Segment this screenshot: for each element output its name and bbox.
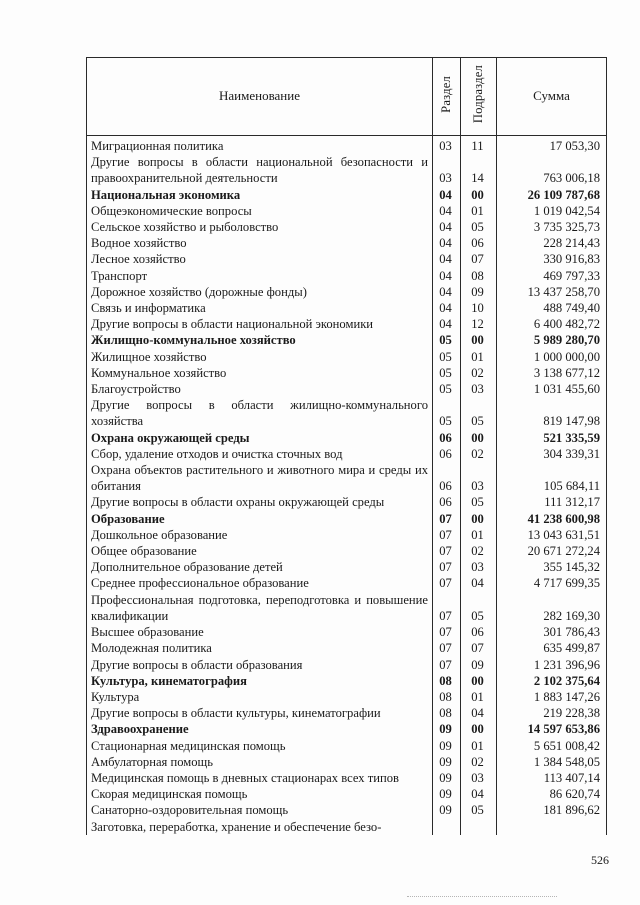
row-section-code: 04 — [433, 284, 461, 300]
row-name: Лесное хозяйство — [87, 251, 433, 267]
row-section-code: 07 — [433, 624, 461, 640]
row-sum: 1 000 000,00 — [497, 349, 607, 365]
row-section-code: 03 — [433, 136, 461, 155]
row-section-code: 05 — [433, 365, 461, 381]
row-subsection-code: 12 — [461, 316, 497, 332]
row-subsection-code: 05 — [461, 219, 497, 235]
row-section-code: 04 — [433, 187, 461, 203]
row-section-code: 03 — [433, 154, 461, 186]
table-row — [87, 543, 607, 559]
table-row — [87, 819, 607, 835]
table-row — [87, 592, 607, 624]
row-sum: 3 735 325,73 — [497, 219, 607, 235]
row-name: Дополнительное образование детей — [87, 559, 433, 575]
row-subsection-code: 01 — [461, 349, 497, 365]
table-row — [87, 430, 607, 446]
row-sum: 1 384 548,05 — [497, 754, 607, 770]
row-section-code: 07 — [433, 543, 461, 559]
row-sum — [497, 819, 607, 835]
table-row — [87, 187, 607, 203]
row-subsection-code: 02 — [461, 365, 497, 381]
row-subsection-code: 14 — [461, 154, 497, 186]
row-section-code: 05 — [433, 397, 461, 429]
row-subsection-code: 01 — [461, 738, 497, 754]
row-subsection-code: 09 — [461, 284, 497, 300]
row-name: Культура, кинематография — [87, 673, 433, 689]
row-name: Культура — [87, 689, 433, 705]
row-section-code: 04 — [433, 251, 461, 267]
row-sum: 1 883 147,26 — [497, 689, 607, 705]
row-subsection-code: 02 — [461, 754, 497, 770]
page-number: 526 — [591, 853, 609, 867]
table-row — [87, 136, 607, 155]
row-subsection-code: 03 — [461, 559, 497, 575]
row-subsection-code: 06 — [461, 235, 497, 251]
row-section-code: 08 — [433, 689, 461, 705]
table-row — [87, 332, 607, 348]
table-row — [87, 154, 607, 186]
row-name: Другие вопросы в области жилищно-коммунального хозяйства — [87, 397, 433, 429]
row-subsection-code: 03 — [461, 462, 497, 494]
row-section-code: 07 — [433, 592, 461, 624]
row-name: Скорая медицинская помощь — [87, 786, 433, 802]
row-name: Медицинская помощь в дневных стационарах всех типов — [87, 770, 433, 786]
row-section-code: 04 — [433, 316, 461, 332]
table-row — [87, 689, 607, 705]
row-name: Здравоохранение — [87, 721, 433, 737]
row-sum: 1 031 455,60 — [497, 381, 607, 397]
row-subsection-code: 02 — [461, 446, 497, 462]
table-row — [87, 786, 607, 802]
table-row — [87, 721, 607, 737]
row-sum: 2 102 375,64 — [497, 673, 607, 689]
table-row — [87, 365, 607, 381]
row-sum: 5 651 008,42 — [497, 738, 607, 754]
row-subsection-code: 00 — [461, 187, 497, 203]
row-name: Другие вопросы в области национальной безопасности и правоохранительной деятельности — [87, 154, 433, 186]
row-section-code: 06 — [433, 462, 461, 494]
table-row — [87, 738, 607, 754]
row-name: Коммунальное хозяйство — [87, 365, 433, 381]
row-subsection-code: 01 — [461, 203, 497, 219]
row-section-code: 09 — [433, 770, 461, 786]
table-row — [87, 349, 607, 365]
row-subsection-code: 11 — [461, 136, 497, 155]
row-section-code: 04 — [433, 219, 461, 235]
row-section-code: 05 — [433, 332, 461, 348]
row-section-code: 04 — [433, 203, 461, 219]
table-row — [87, 300, 607, 316]
table-row — [87, 802, 607, 818]
row-name: Среднее профессиональное образование — [87, 575, 433, 591]
row-name: Сельское хозяйство и рыболовство — [87, 219, 433, 235]
row-subsection-code: 04 — [461, 705, 497, 721]
row-name: Дошкольное образование — [87, 527, 433, 543]
row-name: Водное хозяйство — [87, 235, 433, 251]
table-body — [87, 136, 607, 835]
row-name: Другие вопросы в области культуры, кинематографии — [87, 705, 433, 721]
row-subsection-code: 05 — [461, 494, 497, 510]
row-name: Дорожное хозяйство (дорожные фонды) — [87, 284, 433, 300]
table-row — [87, 284, 607, 300]
row-sum: 13 043 631,51 — [497, 527, 607, 543]
row-sum: 1 231 396,96 — [497, 657, 607, 673]
row-name: Санаторно-оздоровительная помощь — [87, 802, 433, 818]
row-subsection-code: 00 — [461, 721, 497, 737]
table-row — [87, 203, 607, 219]
table-row — [87, 754, 607, 770]
row-subsection-code: 03 — [461, 381, 497, 397]
row-sum: 4 717 699,35 — [497, 575, 607, 591]
row-name: Охрана объектов растительного и животного мира и среды их обитания — [87, 462, 433, 494]
table-row — [87, 268, 607, 284]
row-section-code: 07 — [433, 527, 461, 543]
row-section-code: 07 — [433, 559, 461, 575]
row-subsection-code: 05 — [461, 397, 497, 429]
header-name-label: Наименование — [219, 88, 300, 104]
row-name: Молодежная политика — [87, 640, 433, 656]
row-sum: 330 916,83 — [497, 251, 607, 267]
row-subsection-code: 01 — [461, 689, 497, 705]
row-name: Общеэкономические вопросы — [87, 203, 433, 219]
budget-table — [86, 57, 607, 835]
row-sum: 488 749,40 — [497, 300, 607, 316]
row-subsection-code: 00 — [461, 332, 497, 348]
table-row — [87, 462, 607, 494]
row-section-code — [433, 819, 461, 835]
row-sum: 105 684,11 — [497, 462, 607, 494]
row-subsection-code: 05 — [461, 592, 497, 624]
table-row — [87, 219, 607, 235]
row-name: Жилищное хозяйство — [87, 349, 433, 365]
row-subsection-code — [461, 819, 497, 835]
row-section-code: 04 — [433, 235, 461, 251]
row-sum: 219 228,38 — [497, 705, 607, 721]
row-sum: 304 339,31 — [497, 446, 607, 462]
row-subsection-code: 03 — [461, 770, 497, 786]
row-subsection-code: 10 — [461, 300, 497, 316]
row-subsection-code: 05 — [461, 802, 497, 818]
table-row — [87, 770, 607, 786]
row-section-code: 05 — [433, 349, 461, 365]
row-subsection-code: 00 — [461, 430, 497, 446]
table-row — [87, 640, 607, 656]
row-section-code: 06 — [433, 446, 461, 462]
row-name: Миграционная политика — [87, 136, 433, 155]
header-section — [433, 58, 461, 136]
row-name: Стационарная медицинская помощь — [87, 738, 433, 754]
header-subsection — [461, 58, 497, 136]
row-section-code: 09 — [433, 721, 461, 737]
row-sum: 819 147,98 — [497, 397, 607, 429]
table-row — [87, 673, 607, 689]
row-name: Другие вопросы в области национальной экономики — [87, 316, 433, 332]
row-section-code: 04 — [433, 300, 461, 316]
row-subsection-code: 09 — [461, 657, 497, 673]
row-section-code: 07 — [433, 657, 461, 673]
table-row — [87, 397, 607, 429]
row-sum: 521 335,59 — [497, 430, 607, 446]
table-row — [87, 624, 607, 640]
row-section-code: 04 — [433, 268, 461, 284]
header-subsection-label: Подраздел — [471, 65, 486, 124]
row-sum: 113 407,14 — [497, 770, 607, 786]
table-row — [87, 316, 607, 332]
row-subsection-code: 00 — [461, 673, 497, 689]
table-row — [87, 559, 607, 575]
row-subsection-code: 04 — [461, 575, 497, 591]
row-sum: 86 620,74 — [497, 786, 607, 802]
scan-artifact-line — [407, 896, 557, 898]
row-subsection-code: 02 — [461, 543, 497, 559]
row-name: Национальная экономика — [87, 187, 433, 203]
row-subsection-code: 06 — [461, 624, 497, 640]
table-row — [87, 705, 607, 721]
row-sum: 1 019 042,54 — [497, 203, 607, 219]
table-row — [87, 575, 607, 591]
row-section-code: 08 — [433, 673, 461, 689]
row-sum: 635 499,87 — [497, 640, 607, 656]
row-name: Связь и информатика — [87, 300, 433, 316]
row-name: Другие вопросы в области образования — [87, 657, 433, 673]
header-section-label: Раздел — [439, 75, 454, 113]
table-row — [87, 251, 607, 267]
row-sum: 355 145,32 — [497, 559, 607, 575]
row-subsection-code: 00 — [461, 511, 497, 527]
table-row — [87, 511, 607, 527]
row-sum: 228 214,43 — [497, 235, 607, 251]
row-section-code: 06 — [433, 494, 461, 510]
header-sum-label: Сумма — [533, 88, 570, 104]
row-name: Другие вопросы в области охраны окружающей среды — [87, 494, 433, 510]
table-header — [87, 58, 607, 136]
table-row — [87, 381, 607, 397]
row-sum: 6 400 482,72 — [497, 316, 607, 332]
row-name: Высшее образование — [87, 624, 433, 640]
header-name — [87, 58, 433, 136]
row-section-code: 09 — [433, 738, 461, 754]
table-row — [87, 657, 607, 673]
row-name: Профессиональная подготовка, переподготовка и повышение квалификации — [87, 592, 433, 624]
row-section-code: 07 — [433, 640, 461, 656]
row-section-code: 09 — [433, 802, 461, 818]
table-row — [87, 235, 607, 251]
row-sum: 14 597 653,86 — [497, 721, 607, 737]
row-sum: 13 437 258,70 — [497, 284, 607, 300]
row-sum: 301 786,43 — [497, 624, 607, 640]
row-name: Жилищно-коммунальное хозяйство — [87, 332, 433, 348]
row-section-code: 09 — [433, 786, 461, 802]
row-name: Амбулаторная помощь — [87, 754, 433, 770]
table-row — [87, 527, 607, 543]
header-sum — [497, 58, 607, 136]
row-name: Благоустройство — [87, 381, 433, 397]
row-sum: 5 989 280,70 — [497, 332, 607, 348]
row-name: Заготовка, переработка, хранение и обеспечение безо- — [87, 819, 433, 835]
row-name: Транспорт — [87, 268, 433, 284]
row-name: Образование — [87, 511, 433, 527]
row-subsection-code: 07 — [461, 251, 497, 267]
row-sum: 20 671 272,24 — [497, 543, 607, 559]
row-section-code: 08 — [433, 705, 461, 721]
row-name: Охрана окружающей среды — [87, 430, 433, 446]
row-subsection-code: 01 — [461, 527, 497, 543]
row-sum: 111 312,17 — [497, 494, 607, 510]
row-sum: 3 138 677,12 — [497, 365, 607, 381]
row-section-code: 07 — [433, 511, 461, 527]
row-name: Сбор, удаление отходов и очистка сточных вод — [87, 446, 433, 462]
row-sum: 41 238 600,98 — [497, 511, 607, 527]
table-row — [87, 494, 607, 510]
row-section-code: 09 — [433, 754, 461, 770]
row-subsection-code: 07 — [461, 640, 497, 656]
row-sum: 26 109 787,68 — [497, 187, 607, 203]
row-sum: 282 169,30 — [497, 592, 607, 624]
row-sum: 181 896,62 — [497, 802, 607, 818]
row-subsection-code: 04 — [461, 786, 497, 802]
row-section-code: 07 — [433, 575, 461, 591]
row-sum: 763 006,18 — [497, 154, 607, 186]
row-name: Общее образование — [87, 543, 433, 559]
row-section-code: 05 — [433, 381, 461, 397]
row-sum: 469 797,33 — [497, 268, 607, 284]
table-row — [87, 446, 607, 462]
row-subsection-code: 08 — [461, 268, 497, 284]
row-section-code: 06 — [433, 430, 461, 446]
row-sum: 17 053,30 — [497, 136, 607, 155]
